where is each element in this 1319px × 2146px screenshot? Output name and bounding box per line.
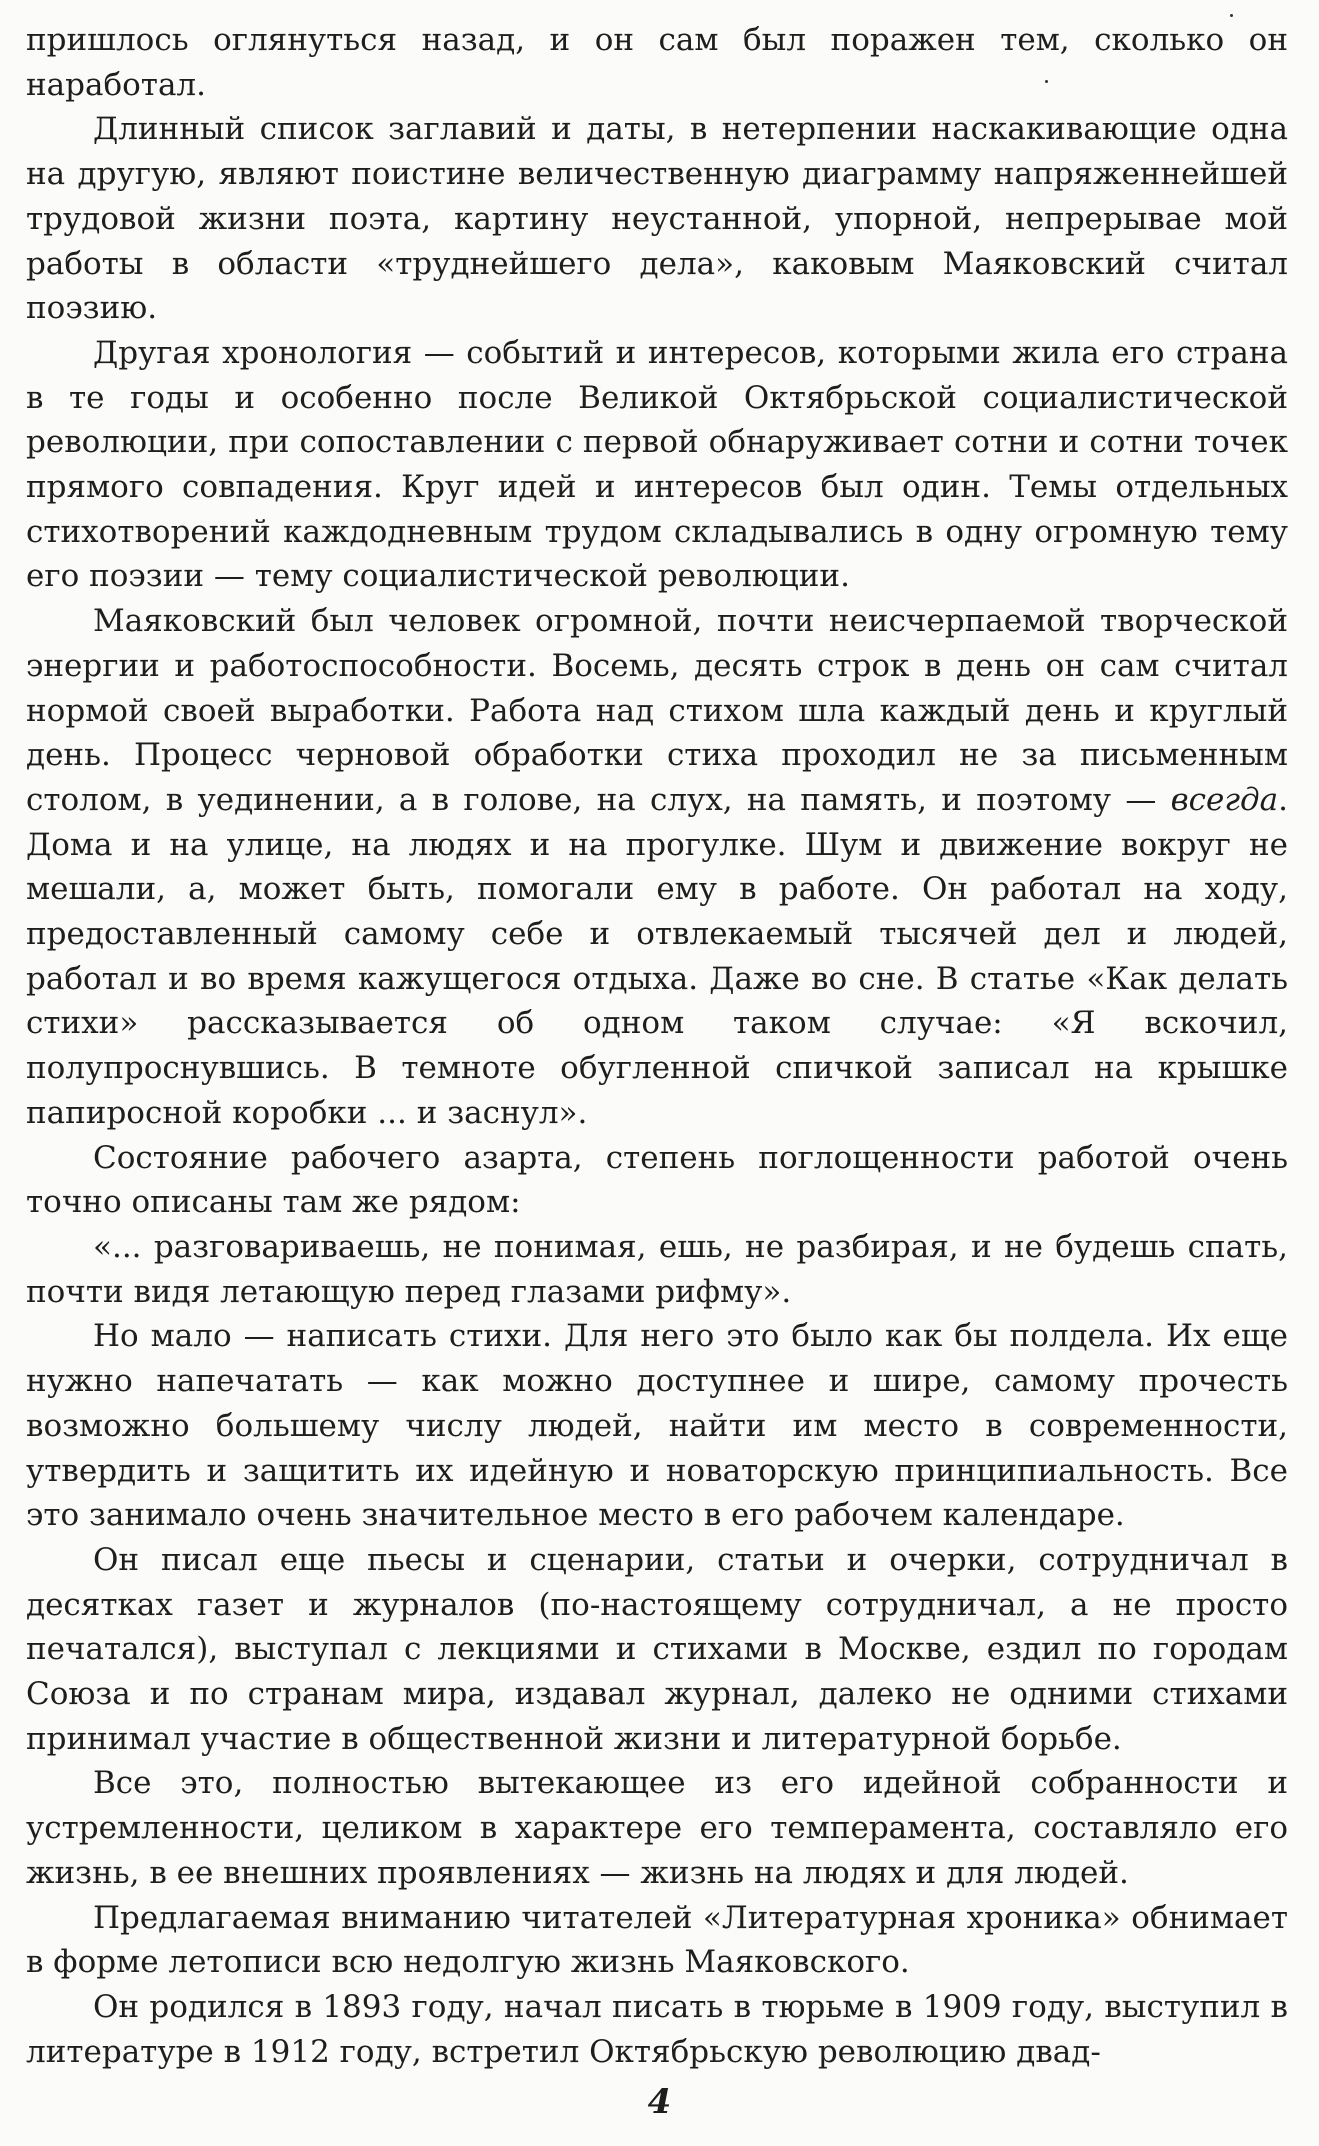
page-number: 4 bbox=[647, 2082, 672, 2122]
italic-emphasis: всегда bbox=[1170, 781, 1279, 818]
print-speck bbox=[1045, 80, 1048, 83]
paragraph: Длинный список заглавий и даты, в нетерпении наскакивающие одна на другую, являют поистине величественную диаграмму напряженнейшей трудовой жизни поэта, картину неустанной, упорной, непрерывае мой работы в области «труднейшего дела», каковым Маяковский считал поэзию. bbox=[26, 111, 1288, 327]
paragraph: Но мало — написать стихи. Для него это было как бы полдела. Их еще нужно напечатать — как можно доступнее и шире, самому прочесть возможно большему числу людей, найти им место в современности, утвердить и защитить их идейную и новаторскую принципиальность. Все это занимало очень значительное место в его рабочем календаре. bbox=[26, 1318, 1288, 1534]
paragraph: Он родился в 1893 году, начал писать в тюрьме в 1909 году, выступил в литературе в 1912 году, встретил Октябрьскую революцию двад- bbox=[26, 1988, 1288, 2070]
body-text bbox=[26, 18, 1288, 2074]
paragraph: Другая хронология — событий и интересов, которыми жила его страна в те годы и особенно после Великой Октябрьской социалистической революции, при сопоставлении с первой обнаруживает сотни и сотни точек прямого совпадения. Круг идей и интересов был один. Темы отдельных стихотворений каждодневным трудом складывались в одну огромную тему его поэзии — тему социалистической революции. bbox=[26, 334, 1288, 595]
quotation: «... разговариваешь, не понимая, ешь, не разбирая, и не будешь спать, почти видя летающую перед глазами рифму». bbox=[26, 1228, 1288, 1310]
paragraph: Предлагаемая вниманию читателей «Литературная хроника» обнимает в форме летописи всю недолгую жизнь Маяковского. bbox=[26, 1899, 1288, 1981]
print-speck bbox=[1230, 14, 1233, 17]
paragraph-text: . Дома и на улице, на людях и на прогулке. Шум и движение вокруг не мешали, а, может быть, помогали ему в работе. Он работал на ходу, предоставленный самому себе и отвлекаемый тысячей дел и людей, работал и во время кажущегося отдыха. Даже во сне. В статье «Как делать стихи» рассказывается об одном таком случае: «Я вскочил, полупроснувшись. В темноте обугленной спичкой записал на крышке папиросной коробки ... и заснул». bbox=[26, 781, 1288, 1131]
paragraph bbox=[26, 599, 1288, 1135]
paragraph-text: Маяковский был человек огромной, почти неисчерпаемой творческой энергии и работоспособности. Восемь, десять строк в день он сам считал нормой своей выработки. Работа над стихом шла каждый день и круглый день. Процесс черновой обработки стиха проходил не за письменным столом, в уединении, а в голове, на слух, на память, и поэтому — bbox=[26, 603, 1288, 818]
paragraph: Он писал еще пьесы и сценарии, статьи и очерки, сотрудничал в десятках газет и журналов (по-настоящему сотрудничал, а не просто печатался), выступал с лекциями и стихами в Москве, ездил по городам Союза и по странам мира, издавал журнал, далеко не одними стихами принимал участие в общественной жизни и литературной борьбе. bbox=[26, 1541, 1288, 1757]
paragraph: Все это, полностью вытекающее из его идейной собранности и устремленности, целиком в характере его темперамента, составляло его жизнь, в ее внешних проявлениях — жизнь на людях и для людей. bbox=[26, 1765, 1288, 1891]
paragraph: пришлось оглянуться назад, и он сам был поражен тем, сколько он наработал. bbox=[26, 22, 1288, 103]
paragraph: Состояние рабочего азарта, степень поглощенности работой очень точно описаны там же рядом: bbox=[26, 1139, 1288, 1221]
